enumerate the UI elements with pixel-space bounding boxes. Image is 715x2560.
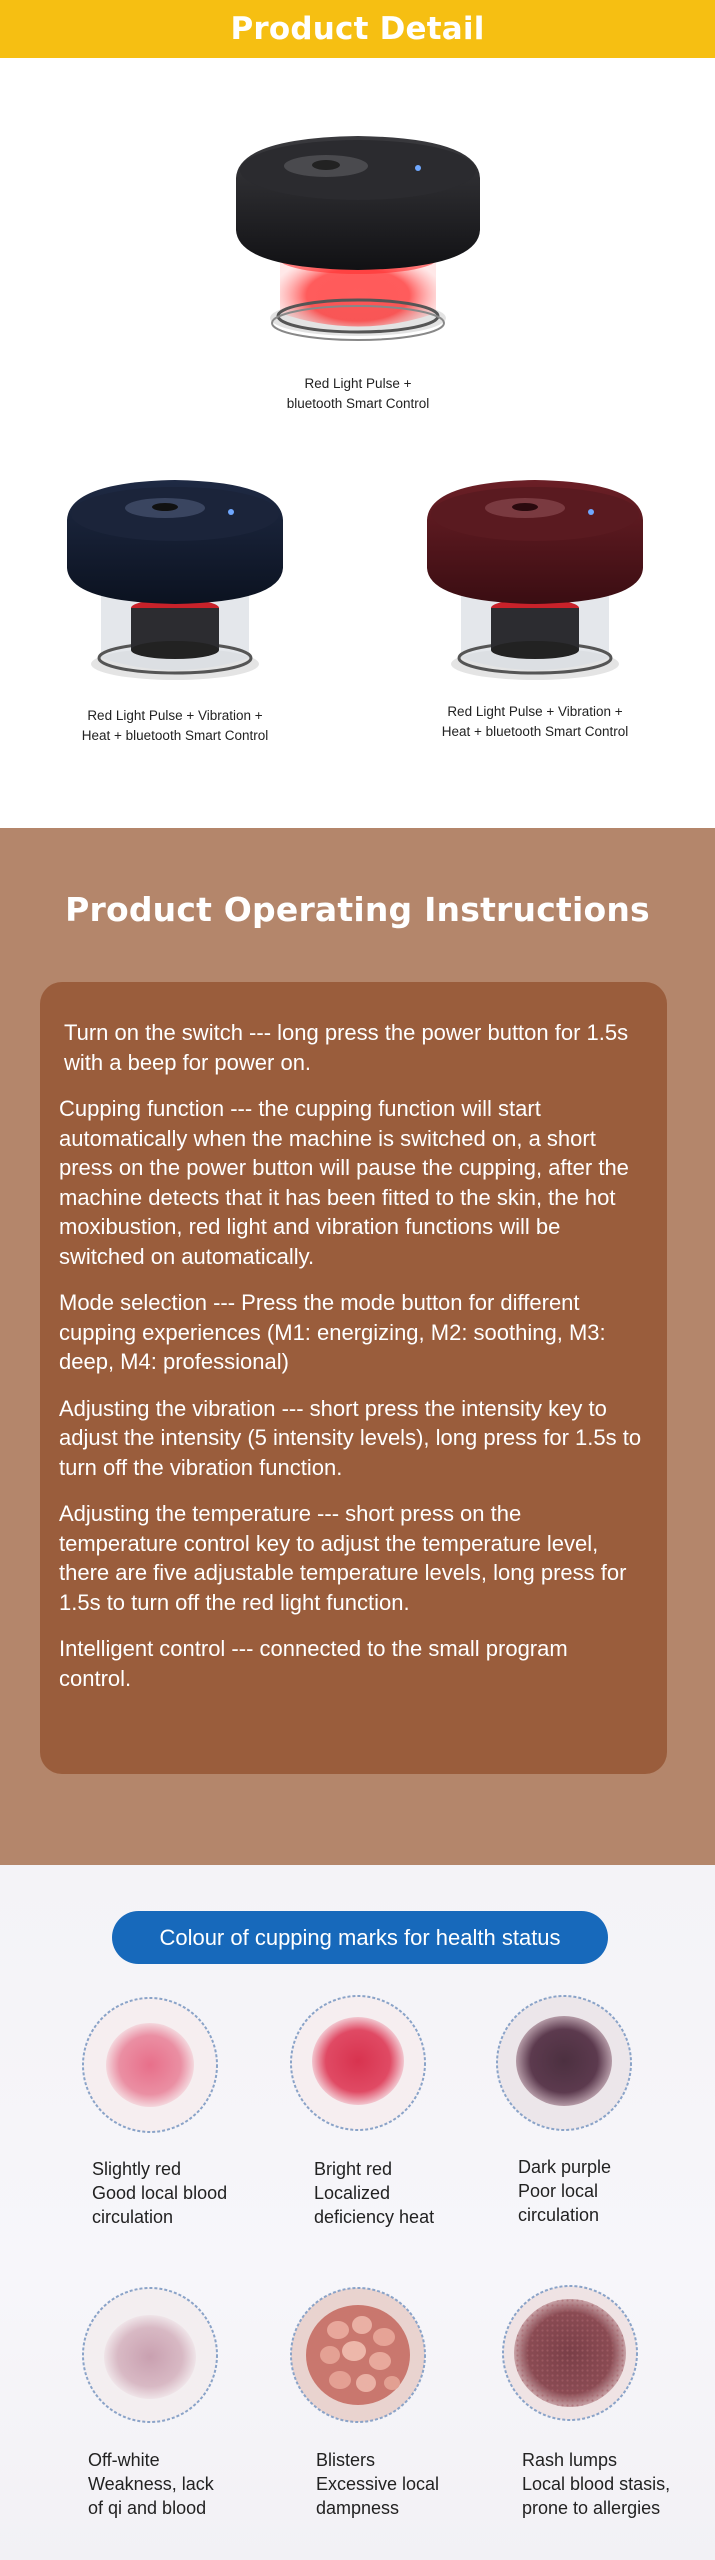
product-caption-line: Heat + bluetooth Smart Control <box>81 728 269 743</box>
mark-label-line: circulation <box>518 2205 600 2225</box>
mark-label-line: Localized <box>314 2183 391 2203</box>
mark-slightly-red-image <box>80 1995 220 2135</box>
cupping-marks-section <box>0 1865 715 2560</box>
product-variants <box>0 58 715 828</box>
mark-label-line: Weakness, lack <box>88 2474 214 2494</box>
product-card-burgundy[interactable] <box>395 468 675 742</box>
product-caption-line: Red Light Pulse + <box>304 376 412 391</box>
mark-label-line: circulation <box>92 2207 174 2227</box>
instructions-card <box>40 982 667 1774</box>
instructions-title: Product Operating Instructions <box>65 890 650 929</box>
mark-label-line: Blisters <box>316 2450 376 2470</box>
cupping-device-burgundy-image <box>395 468 675 688</box>
page-header <box>0 0 715 58</box>
product-caption-line: Heat + bluetooth Smart Control <box>441 724 629 739</box>
mark-label-line: deficiency heat <box>314 2207 435 2227</box>
mark-label-line: Excessive local <box>316 2474 440 2494</box>
instruction-cupping: Cupping function --- the cupping function will start automatically when the machine is switched on, a short press on the power button will pause the cupping, after the machine detects that it has been fitted to the skin, the hot moxibustion, red light and vibration functions will be switched on automatically. <box>59 1096 629 1269</box>
mark-label-line: Rash lumps <box>522 2450 618 2470</box>
cupping-device-black-image <box>208 118 508 358</box>
cupping-marks-banner: Colour of cupping marks for health status <box>112 1911 608 1964</box>
mark-label-line: Off-white <box>88 2450 160 2470</box>
mark-label-line: Good local blood <box>92 2183 228 2203</box>
product-card-black[interactable] <box>208 118 508 414</box>
page-title: Product Detail <box>230 11 485 47</box>
mark-label-line: Dark purple <box>518 2157 612 2177</box>
product-caption-line: Red Light Pulse + Vibration + <box>87 708 263 723</box>
mark-label-line: dampness <box>316 2498 400 2518</box>
mark-rash-lumps-image <box>500 2283 640 2423</box>
mark-label-line: Bright red <box>314 2159 393 2179</box>
instruction-vibration: Adjusting the vibration --- short press the intensity key to adjust the intensity (5 intensity levels), long press for 1.5s to turn off the vibration function. <box>59 1395 642 1480</box>
product-caption-line: Red Light Pulse + Vibration + <box>447 704 623 719</box>
instruction-temperature: Adjusting the temperature --- short press on the temperature control key to adjust the temperature level, there are five adjustable temperature levels, long press for 1.5s to turn off the red light function. <box>59 1501 627 1615</box>
mark-dark-purple-image <box>494 1993 634 2133</box>
mark-bright-red-image <box>288 1993 428 2133</box>
operating-instructions-section <box>0 828 715 1865</box>
cupping-device-navy-image <box>35 468 315 688</box>
mark-label-line: Local blood stasis, <box>522 2474 671 2494</box>
mark-label-line: Slightly red <box>92 2159 182 2179</box>
instruction-power: Turn on the switch --- long press the power button for 1.5s with a beep for power on. <box>64 1020 629 1075</box>
mark-off-white-image <box>80 2285 220 2425</box>
instruction-intelligent: Intelligent control --- connected to the small program control. <box>59 1636 568 1691</box>
mark-label-line: prone to allergies <box>522 2498 661 2518</box>
instruction-mode: Mode selection --- Press the mode button for different cupping experiences (M1: energizing, M2: soothing, M3: deep, M4: professional) <box>59 1290 606 1374</box>
product-card-navy[interactable] <box>35 468 315 746</box>
mark-label-line: of qi and blood <box>88 2498 207 2518</box>
mark-blisters-image <box>288 2285 428 2425</box>
mark-label-line: Poor local <box>518 2181 599 2201</box>
product-caption-line: bluetooth Smart Control <box>286 396 430 411</box>
